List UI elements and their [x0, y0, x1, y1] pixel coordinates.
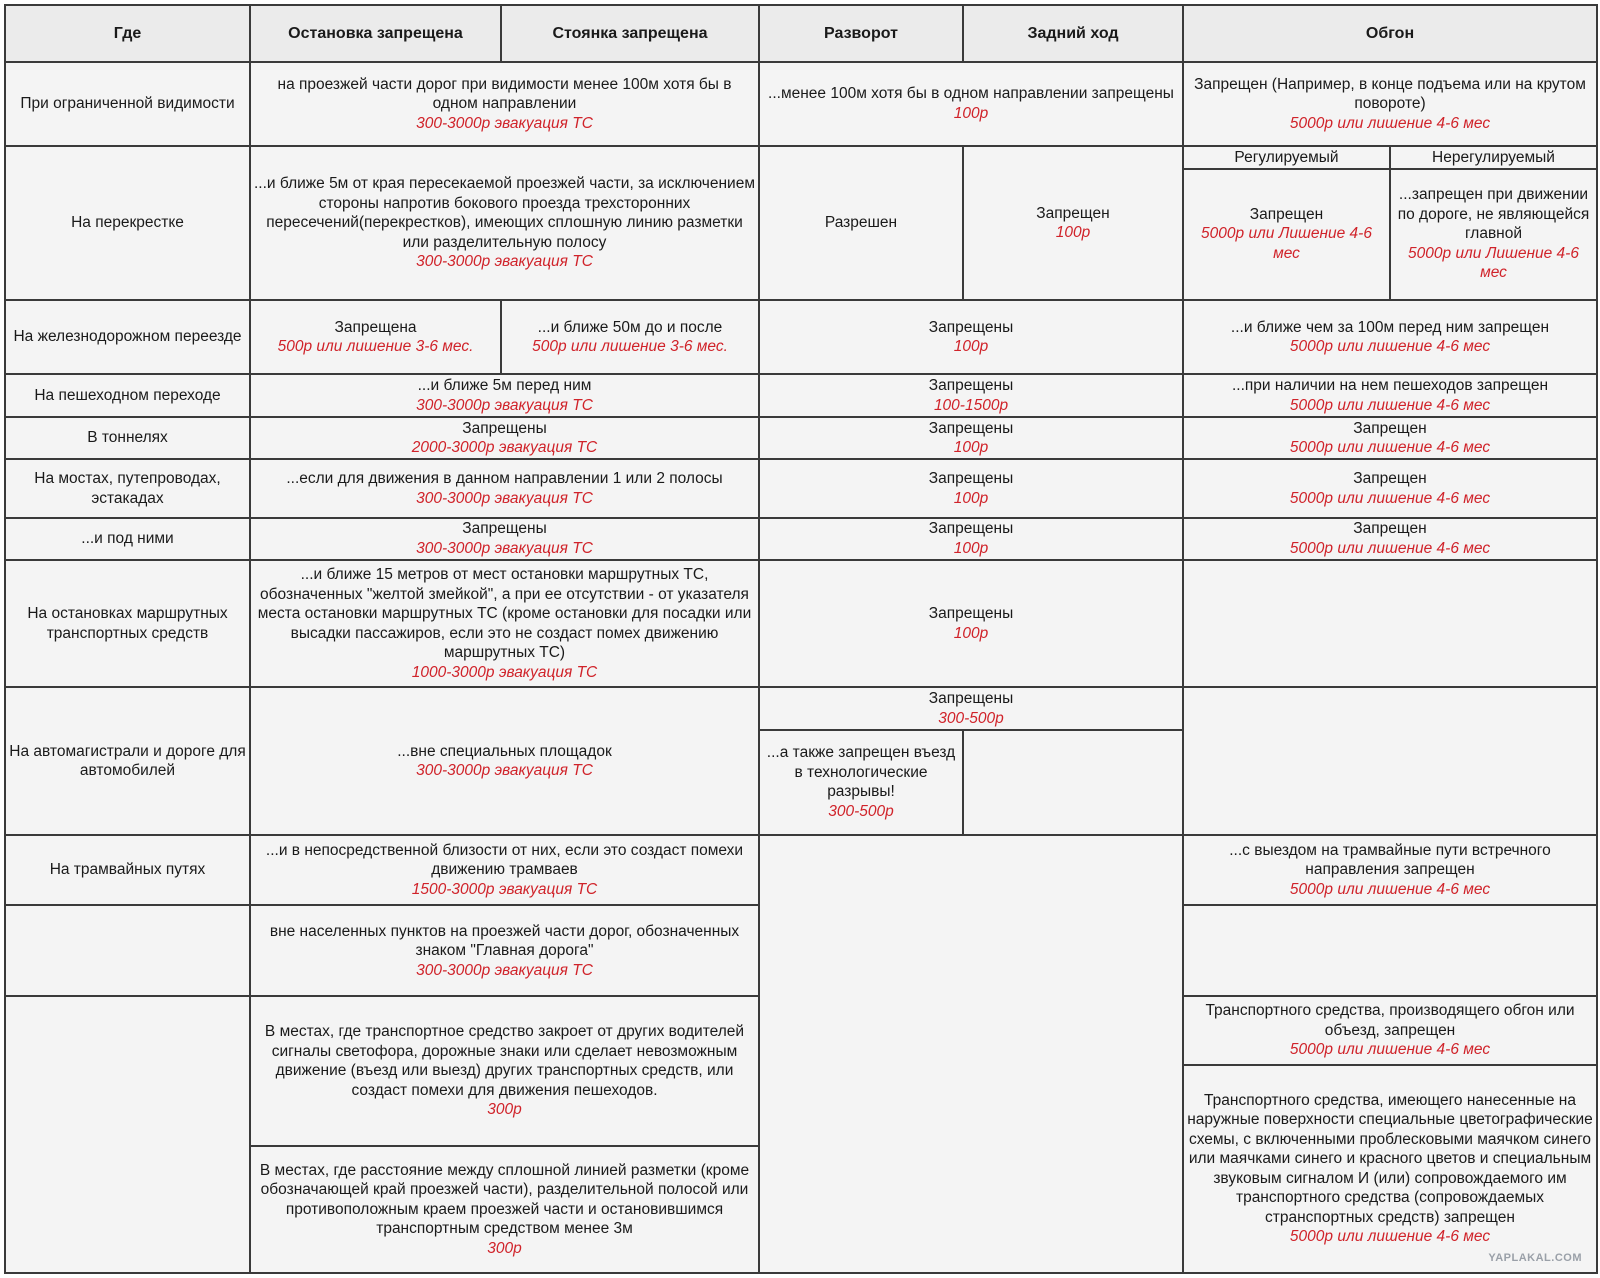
rule-text: Запрещен	[1249, 205, 1324, 223]
stop-cell	[250, 459, 759, 518]
fine-text: 100р	[953, 439, 989, 457]
fine-text: 1500-3000р эвакуация ТС	[411, 880, 598, 898]
row-where: На железнодорожном переезде	[5, 300, 250, 375]
uturn-cell	[759, 687, 1183, 729]
overtake-cell	[1183, 459, 1597, 518]
fine-text: 5000р или лишение 4-6 мес	[1289, 396, 1491, 414]
uturn-cell	[759, 560, 1183, 687]
rule-text: Запрещены	[462, 419, 547, 437]
header-uturn: Разворот	[759, 5, 963, 62]
fine-text: 500р или лишение 3-6 мес.	[532, 338, 728, 356]
rule-text: В местах, где расстояние между сплошной линией разметки (кроме обозначающей край проезжей части), разделительной полосой или противоположным краем проезжей части и остановившимся транспортным средством менее 3м	[259, 1161, 750, 1238]
gaps-cell	[759, 730, 963, 835]
rule-text: на проезжей части дорог при видимости менее 100м хотя бы в одном направлении	[277, 75, 732, 113]
regulated-cell	[1183, 169, 1390, 300]
rule-text: Запрещен (Например, в конце подъема или на крутом повороте)	[1194, 75, 1586, 113]
table-row	[5, 417, 1597, 459]
header-park: Стоянка запрещена	[501, 5, 759, 62]
overtake-cell	[1183, 835, 1597, 906]
rule-text: Запрещены	[462, 520, 547, 538]
fine-text: 5000р или лишение 4-6 мес	[1289, 489, 1491, 507]
overtake-cell	[1183, 300, 1597, 375]
rule-text: ...и ближе 5м от края пересекаемой проезжей части, за исключением стороны напротив бокового проезда трехсторонних пересечений(перекрестков), имеющих сплошную линию разметки или разделительную полосу	[254, 175, 755, 251]
row-where-empty	[5, 905, 250, 996]
fine-text: 300-3000р эвакуация ТС	[416, 762, 593, 780]
unregulated-label: Нерегулируемый	[1390, 146, 1597, 168]
fine-text: 100-1500р	[933, 396, 1009, 414]
rule-text: ...и ближе 15 метров от мест остановки маршрутных ТС, обозначенных "желтой змейкой", а при ее отсутствии - от указателя места остановки маршрутных ТС (кроме остановки для посадки или высадки пассажиров, если это не создаст помех движению маршрутных ТС)	[257, 566, 752, 662]
fine-text: 100р	[953, 489, 989, 507]
rule-text: ...при наличии на нем пешеходов запрещен	[1231, 377, 1549, 395]
row-where: На автомагистрали и дороге для автомобилей	[5, 687, 250, 834]
rule-text: ...менее 100м хотя бы в одном направлении запрещены	[768, 85, 1174, 103]
rule-text: Запрещен	[1036, 204, 1110, 222]
fine-text: 300-3000р эвакуация ТС	[416, 253, 593, 271]
stop-cell	[250, 560, 759, 687]
traffic-rules-table-wrapper	[4, 4, 1596, 1274]
stop-cell	[250, 518, 759, 560]
unregulated-cell	[1390, 169, 1597, 300]
rule-text: ...а также запрещен въезд в технологические разрывы!	[766, 744, 956, 801]
overtake-cell	[1183, 518, 1597, 560]
header-where: Где	[5, 5, 250, 62]
rule-text: Запрещены	[928, 377, 1014, 395]
fine-text: 5000р или лишение 4-6 мес	[1289, 1041, 1491, 1059]
table-row	[5, 687, 1597, 729]
fine-text: 5000р или Лишение 4-6 мес	[1201, 225, 1372, 262]
header-stop: Остановка запрещена	[250, 5, 501, 62]
rule-text: ...запрещен при движении по дороге, не являющейся главной	[1397, 186, 1590, 243]
rule-text: Запрещены	[928, 690, 1014, 708]
overtake-cell-empty	[1183, 905, 1597, 996]
fine-text: 5000р или лишение 4-6 мес	[1289, 338, 1491, 356]
header-overtake: Обгон	[1183, 5, 1597, 62]
fine-text: 5000р или Лишение 4-6 мес	[1408, 244, 1579, 282]
fine-text: 1000-3000р эвакуация ТС	[411, 663, 598, 681]
table-row	[5, 560, 1597, 687]
reverse-cell-empty	[963, 730, 1183, 835]
fine-text: 5000р или лишение 4-6 мес	[1289, 114, 1491, 132]
stop-cell	[250, 374, 759, 416]
table-row	[5, 518, 1597, 560]
overtake-cell-empty	[1183, 560, 1597, 687]
fine-text: 300р	[487, 1239, 522, 1257]
stop-cell	[250, 146, 759, 299]
traffic-rules-table	[4, 4, 1598, 1274]
header-row	[5, 5, 1597, 62]
overtake-cell-empty	[1183, 687, 1597, 834]
rule-text: ...с выездом на трамвайные пути встречного направления запрещен	[1229, 841, 1551, 879]
overtake-cell	[1183, 417, 1597, 459]
table-row	[5, 374, 1597, 416]
uturn-cell	[759, 374, 1183, 416]
fine-text: 100р	[953, 539, 989, 557]
row-where: При ограниченной видимости	[5, 62, 250, 147]
rule-text: ...и ближе 5м перед ним	[417, 377, 592, 395]
fine-text: 5000р или лишение 4-6 мес	[1289, 880, 1491, 898]
uturn-cell	[759, 62, 1183, 147]
stop-cell	[250, 835, 759, 906]
table-row	[5, 62, 1597, 147]
fine-text: 100р	[1055, 224, 1091, 242]
row-where: На остановках маршрутных транспортных средств	[5, 560, 250, 687]
stop-cell	[250, 996, 759, 1145]
rule-text: Запрещены	[928, 318, 1014, 336]
fine-text: 300-3000р эвакуация ТС	[416, 539, 593, 557]
fine-text: 100р	[953, 338, 989, 356]
table-row	[5, 146, 1597, 168]
rule-text: вне населенных пунктов на проезжей части дорог, обозначенных знаком "Главная дорога"	[269, 922, 740, 960]
fine-text: 300-3000р эвакуация ТС	[416, 961, 593, 979]
row-where: В тоннелях	[5, 417, 250, 459]
uturn-cell	[759, 459, 1183, 518]
fine-text: 5000р или лишение 4-6 мес	[1289, 1228, 1491, 1246]
regulated-label: Регулируемый	[1183, 146, 1390, 168]
rule-text: Транспортного средства, имеющего нанесенные на наружные поверхности специальные цветографические схемы, с включенными проблесковыми маячком синего или маячками синего и красного цветов и специальным звуковым сигналом И (или) сопровождаемого им транспортного средства (сопровождаемых странспортных средств) запрещен	[1187, 1091, 1593, 1226]
rule-text: Запрещен	[1353, 419, 1427, 437]
fine-text: 500р или лишение 3-6 мес.	[277, 338, 474, 356]
stop-cell	[250, 417, 759, 459]
rule-text: ...вне специальных площадок	[397, 742, 612, 760]
rule-text: ...и ближе чем за 100м перед ним запрещен	[1230, 318, 1550, 336]
fine-text: 5000р или лишение 4-6 мес	[1289, 439, 1491, 457]
rule-text: Запрещены	[928, 419, 1014, 437]
rule-text: Запрещены	[928, 605, 1014, 623]
fine-text: 300-500р	[938, 709, 1004, 727]
table-row	[5, 459, 1597, 518]
park-cell	[501, 300, 759, 375]
row-where: ...и под ними	[5, 518, 250, 560]
stop-cell	[250, 62, 759, 147]
rule-text: Запрещен	[1353, 520, 1427, 538]
fine-text: 300-3000р эвакуация ТС	[416, 489, 593, 507]
rule-text: Запрещены	[928, 470, 1014, 488]
row-where: На мостах, путепроводах, эстакадах	[5, 459, 250, 518]
table-row	[5, 835, 1597, 906]
rule-text: Запрещен	[1353, 470, 1427, 488]
fine-text: 300-3000р эвакуация ТС	[416, 396, 593, 414]
overtake-cell	[1183, 996, 1597, 1065]
overtake-cell	[1183, 62, 1597, 147]
fine-text: 100р	[953, 624, 989, 642]
watermark: YAPLAKAL.COM	[1488, 1252, 1582, 1264]
uturn-reverse-empty	[759, 835, 1183, 1273]
uturn-cell: Разрешен	[759, 146, 963, 299]
stop-cell	[250, 905, 759, 996]
rule-text: ...и ближе 50м до и после	[537, 318, 723, 336]
header-reverse: Задний ход	[963, 5, 1183, 62]
stop-cell	[250, 687, 759, 834]
uturn-cell	[759, 417, 1183, 459]
row-where: На пешеходном переходе	[5, 374, 250, 416]
fine-text: 300-3000р эвакуация ТС	[416, 114, 593, 132]
uturn-cell	[759, 300, 1183, 375]
rule-text: В местах, где транспортное средство закроет от других водителей сигналы светофора, дорожные знаки или сделает невозможным движение (въезд или выезд) других транспортных средств, или создаст помехи для движения пешеходов.	[264, 1023, 745, 1099]
uturn-cell	[759, 518, 1183, 560]
fine-text: 100р	[953, 104, 989, 122]
overtake-cell	[1183, 374, 1597, 416]
fine-text: 300-500р	[828, 802, 894, 820]
rule-text: Транспортного средства, производящего обгон или объезд, запрещен	[1205, 1002, 1575, 1039]
rule-text: ...и в непосредственной близости от них, если это создаст помехи движению трамваев	[265, 841, 744, 879]
fine-text: 300р	[487, 1101, 522, 1119]
reverse-cell	[963, 146, 1183, 299]
rule-text: ...если для движения в данном направлении 1 или 2 полосы	[286, 470, 723, 488]
stop-cell	[250, 300, 501, 375]
rule-text: Запрещены	[928, 520, 1014, 538]
row-where: На трамвайных путях	[5, 835, 250, 906]
fine-text: 2000-3000р эвакуация ТС	[411, 439, 598, 457]
table-row	[5, 300, 1597, 375]
fine-text: 5000р или лишение 4-6 мес	[1289, 539, 1491, 557]
overtake-cell	[1183, 1065, 1597, 1273]
stop-cell	[250, 1146, 759, 1273]
row-where: На перекрестке	[5, 146, 250, 299]
rule-text: Запрещена	[334, 318, 417, 336]
row-where-empty	[5, 996, 250, 1273]
